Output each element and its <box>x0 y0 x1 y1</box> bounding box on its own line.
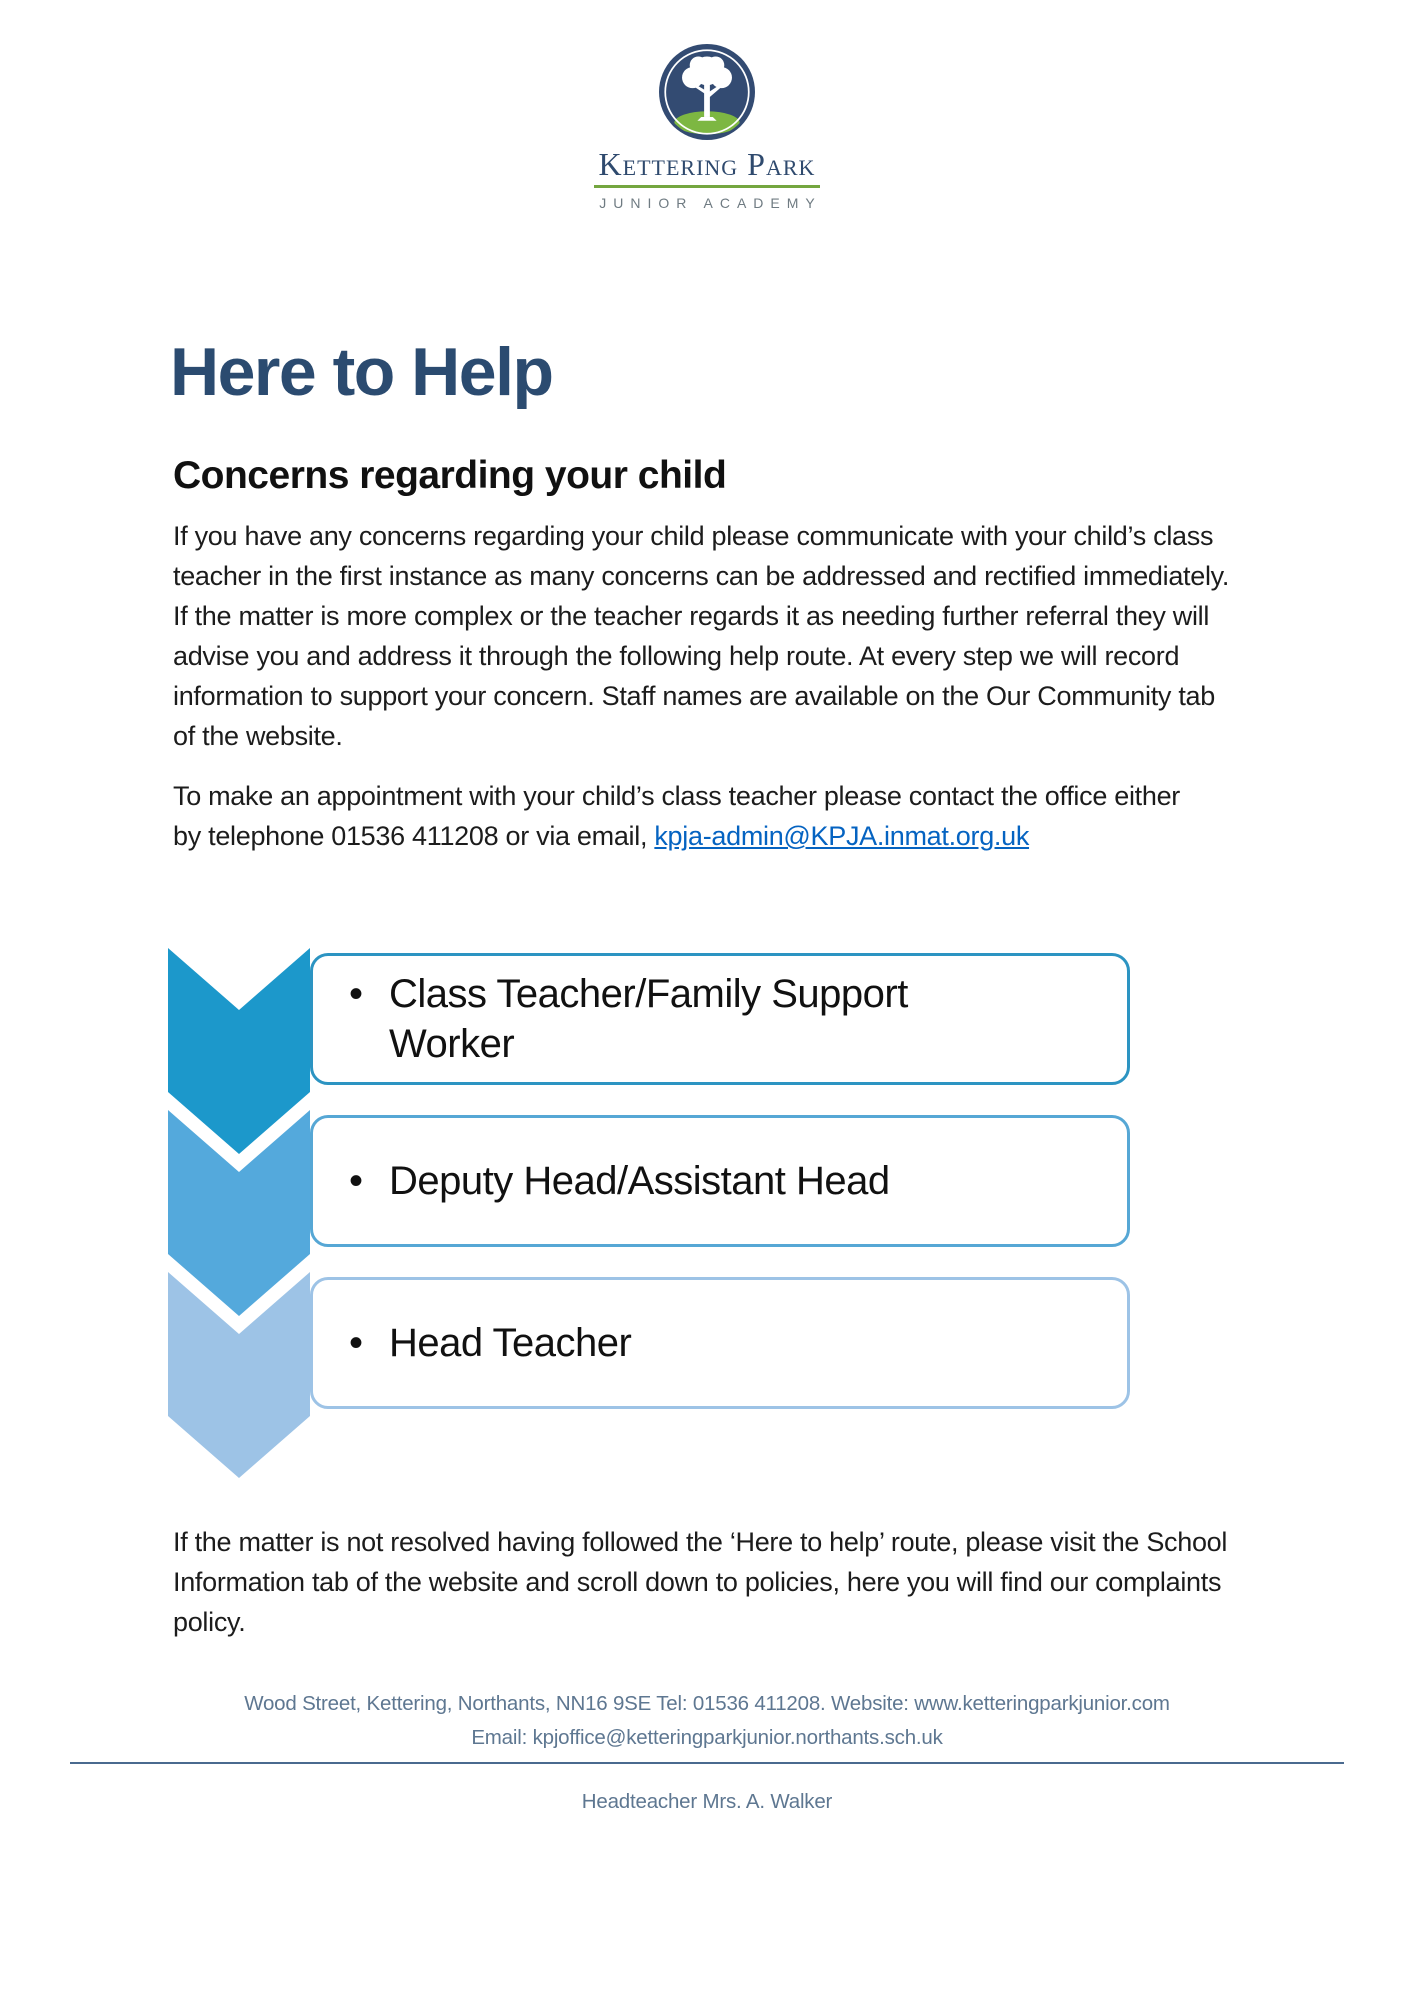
intro-line: of the website. <box>173 721 343 751</box>
intro-line: If you have any concerns regarding your child please communicate with your child’s class <box>173 521 1214 551</box>
closing-line: policy. <box>173 1607 246 1637</box>
appointment-line2-prefix: by telephone 01536 411208 or via email, <box>173 821 655 851</box>
appointment-paragraph <box>173 776 1180 856</box>
section-heading: Concerns regarding your child <box>173 454 727 498</box>
chevron-down-arrow-step1 <box>168 948 310 1154</box>
chevron-down-arrow-step2 <box>168 1110 310 1316</box>
footer-headteacher: Headteacher Mrs. A. Walker <box>581 1790 833 1813</box>
step-label: Class Teacher/Family Support Worker <box>389 972 908 1066</box>
school-name: Kettering Park <box>598 146 816 182</box>
intro-line: teacher in the first instance as many concerns can be addressed and rectified immediately. <box>173 561 1230 591</box>
closing-paragraph <box>173 1522 1227 1642</box>
bullet-icon: • <box>349 1159 364 1203</box>
logo-divider-rule <box>594 185 820 188</box>
closing-line: Information tab of the website and scroll down to policies, here you will find our complaints <box>173 1567 1222 1597</box>
school-logo <box>0 44 1414 211</box>
page-title: Here to Help <box>170 333 553 410</box>
chevron-arrows <box>168 948 310 1483</box>
intro-line: If the matter is more complex or the teacher regards it as needing further referral they will <box>173 601 1210 631</box>
school-logo-icon <box>659 44 755 140</box>
step-box-deputy-head <box>310 1115 1130 1247</box>
chevron-down-arrow-step3 <box>168 1272 310 1478</box>
school-type: JUNIOR ACADEMY <box>599 195 822 211</box>
intro-line: information to support your concern. Staff names are available on the Our Community tab <box>173 681 1215 711</box>
intro-paragraph <box>173 516 1229 756</box>
bullet-icon: • <box>349 1321 364 1365</box>
step-label: Head Teacher <box>389 1321 632 1365</box>
bullet-icon: • <box>349 972 364 1016</box>
intro-line: advise you and address it through the following help route. At every step we will record <box>173 641 1180 671</box>
admin-email-link[interactable]: kpja-admin@KPJA.inmat.org.uk <box>654 821 1030 851</box>
step-label: Deputy Head/Assistant Head <box>389 1159 890 1203</box>
footer-divider <box>70 1762 1344 1764</box>
footer-email: Email: kpjoffice@ketteringparkjunior.northants.sch.uk <box>471 1726 943 1749</box>
appointment-line <box>173 816 1180 856</box>
closing-line: If the matter is not resolved having followed the ‘Here to help’ route, please visit the School <box>173 1527 1228 1557</box>
step-box-class-teacher <box>310 953 1130 1085</box>
appointment-line: To make an appointment with your child’s class teacher please contact the office either <box>173 781 1180 811</box>
footer-address: Wood Street, Kettering, Northants, NN16 9SE Tel: 01536 411208. Website: www.ketteringparkjunior.com <box>244 1692 1170 1715</box>
step-box-head-teacher <box>310 1277 1130 1409</box>
